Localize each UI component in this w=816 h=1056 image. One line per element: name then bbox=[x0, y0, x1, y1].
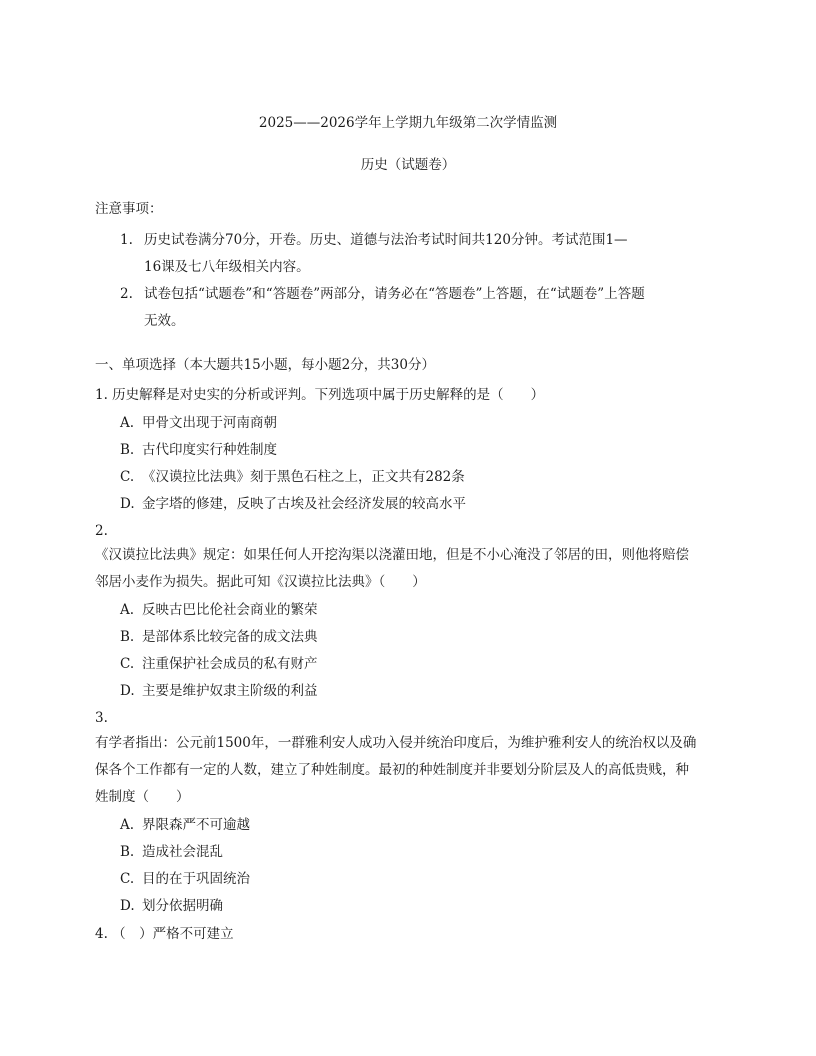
question-2-number: 2. bbox=[95, 523, 108, 539]
option-letter: B. bbox=[120, 442, 135, 458]
notice-item-number: 1. bbox=[120, 232, 133, 248]
option-text: 造成社会混乱 bbox=[142, 844, 223, 860]
option-letter: D. bbox=[120, 496, 135, 512]
option-letter: B. bbox=[120, 629, 135, 645]
option-letter: C. bbox=[120, 871, 135, 887]
exam-title: 2025——2026学年上学期九年级第二次学情监测 bbox=[258, 115, 558, 131]
question-3-stem-line-3: 姓制度（ ） bbox=[95, 789, 190, 805]
option-letter: A. bbox=[120, 817, 135, 833]
option-text: 划分依据明确 bbox=[142, 898, 223, 914]
question-2-stem-line-2: 邻居小麦作为损失。据此可知《汉谟拉比法典》（ ） bbox=[95, 574, 426, 590]
notice-item-2 bbox=[120, 284, 645, 304]
question-3-stem-line-1: 有学者指出：公元前1500年，一群雅利安人成功入侵并统治印度后，为维护雅利安人的统治权以及确 bbox=[95, 735, 697, 751]
option-text: 甲骨文出现于河南商朝 bbox=[142, 415, 277, 431]
question-1-option-b bbox=[120, 440, 277, 460]
option-text: 界限森严不可逾越 bbox=[142, 817, 250, 833]
option-text: 是部体系比较完备的成文法典 bbox=[142, 629, 318, 645]
option-letter: A. bbox=[120, 602, 135, 618]
question-3-option-a bbox=[120, 815, 250, 835]
option-text: 主要是维护奴隶主阶级的利益 bbox=[142, 683, 318, 699]
question-4-stem: 4. （ ）严格不可建立 bbox=[95, 926, 234, 942]
notice-item-2-continued: 无效。 bbox=[144, 313, 185, 329]
notice-item-1 bbox=[120, 230, 628, 250]
question-1-option-c bbox=[120, 467, 465, 487]
option-letter: D. bbox=[120, 683, 135, 699]
question-1-option-d bbox=[120, 494, 466, 514]
option-letter: D. bbox=[120, 898, 135, 914]
notice-item-text: 试卷包括“试题卷”和“答题卷”两部分，请务必在“答题卷”上答题，在“试题卷”上答题 bbox=[144, 286, 645, 302]
notice-heading: 注意事项： bbox=[95, 201, 163, 217]
question-3-option-d bbox=[120, 896, 223, 916]
option-text: 目的在于巩固统治 bbox=[142, 871, 250, 887]
question-3-stem-line-2: 保各个工作都有一定的人数，建立了种姓制度。最初的种姓制度并非要划分阶层及人的高低贵贱，种 bbox=[95, 762, 689, 778]
option-text: 注重保护社会成员的私有财产 bbox=[142, 656, 318, 672]
option-text: 《汉谟拉比法典》刻于黑色石柱之上，正文共有282条 bbox=[142, 469, 465, 485]
option-letter: C. bbox=[120, 469, 135, 485]
option-text: 古代印度实行种姓制度 bbox=[142, 442, 277, 458]
question-1-stem: 1. 历史解释是对史实的分析或评判。下列选项中属于历史解释的是（ ） bbox=[95, 387, 545, 403]
notice-item-1-continued: 16课及七八年级相关内容。 bbox=[144, 259, 310, 275]
notice-item-number: 2. bbox=[120, 286, 133, 302]
question-2-option-c bbox=[120, 654, 318, 674]
option-letter: B. bbox=[120, 844, 135, 860]
question-3-number: 3. bbox=[95, 710, 108, 726]
section-heading: 一、单项选择（本大题共15小题，每小题2分，共30分） bbox=[95, 357, 435, 373]
question-2-option-d bbox=[120, 681, 318, 701]
question-2-option-b bbox=[120, 627, 318, 647]
exam-subtitle: 历史（试题卷） bbox=[360, 157, 456, 173]
option-letter: C. bbox=[120, 656, 135, 672]
notice-item-text: 历史试卷满分70分，开卷。历史、道德与法治考试时间共120分钟。考试范围1— bbox=[144, 232, 628, 248]
question-3-option-b bbox=[120, 842, 223, 862]
option-text: 金字塔的修建，反映了古埃及社会经济发展的较高水平 bbox=[142, 496, 466, 512]
option-text: 反映古巴比伦社会商业的繁荣 bbox=[142, 602, 318, 618]
question-2-option-a bbox=[120, 600, 318, 620]
option-letter: A. bbox=[120, 415, 135, 431]
question-3-option-c bbox=[120, 869, 250, 889]
question-2-stem-line-1: 《汉谟拉比法典》规定：如果任何人开挖沟渠以浇灌田地，但是不小心淹没了邻居的田，则他将赔偿 bbox=[95, 547, 689, 563]
question-1-option-a bbox=[120, 413, 277, 433]
